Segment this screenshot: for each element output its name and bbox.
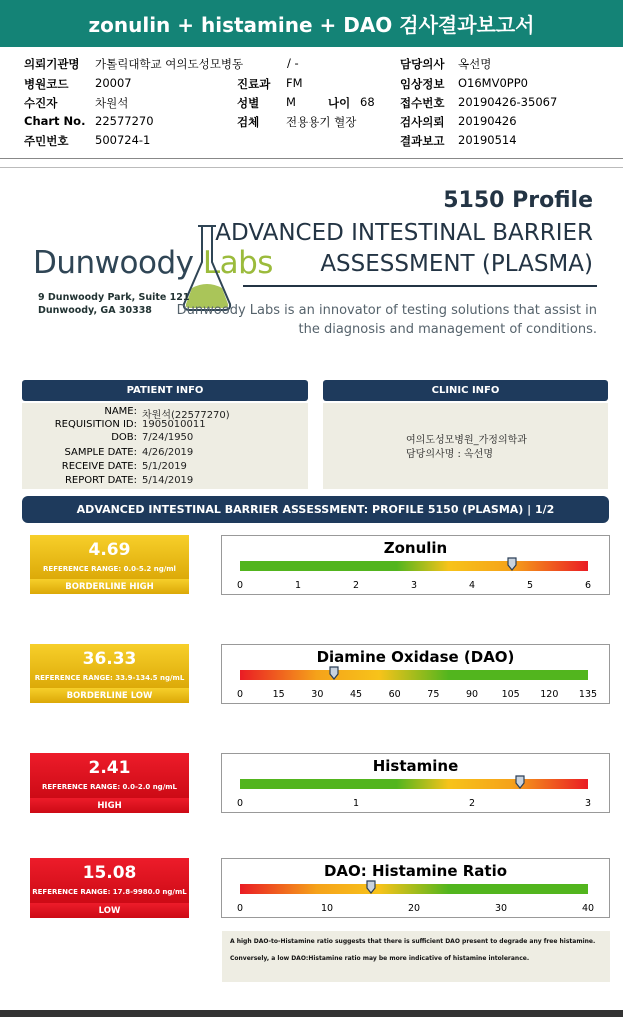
address-line: Dunwoody, GA 30338: [38, 305, 152, 316]
result-value-box: [30, 858, 189, 904]
patient-info-value: 차원석(22577270): [142, 410, 230, 421]
reference-range: REFERENCE RANGE: 17.8-9980.0 ng/mL: [32, 888, 187, 896]
tagline-line: the diagnosis and management of conditions.: [298, 322, 597, 337]
gauge-tick-label: 120: [540, 689, 559, 700]
gauge-tick-label: 0: [236, 689, 244, 700]
dao-gauge: [221, 644, 610, 704]
gauge-marker: [515, 775, 525, 789]
header-value: 전용용기 혈장: [286, 115, 357, 129]
gauge-tick-label: 60: [388, 689, 401, 700]
gauge-tick-label: 15: [272, 689, 285, 700]
divider: [0, 167, 623, 168]
gauge-tick-label: 90: [465, 689, 479, 700]
gauge-tick-label: 2: [352, 580, 360, 591]
clinic-doctor: 담당의사명 : 옥선명: [406, 449, 494, 460]
gauge-tick-label: 135: [578, 689, 598, 700]
ratio-gauge: [221, 858, 610, 918]
gauge-title: Diamine Oxidase (DAO): [316, 648, 515, 666]
patient-info-value: 5/14/2019: [142, 475, 194, 486]
header-value: 20190426-35067: [458, 95, 558, 109]
status-badge: HIGH: [30, 798, 189, 813]
profile-title: [215, 218, 593, 280]
gauge-tick-label: 3: [410, 580, 418, 591]
header-label: Chart No.: [24, 114, 86, 128]
patient-info-value: 4/26/2019: [142, 447, 194, 458]
header-value: 20007: [95, 76, 132, 90]
header-value: 68: [360, 95, 375, 109]
reference-range: REFERENCE RANGE: 0.0-2.0 ng/mL: [42, 783, 177, 791]
section-banner: ADVANCED INTESTINAL BARRIER ASSESSMENT: PROFILE 5150 (PLASMA) | 1/2: [22, 496, 609, 523]
gauge-bar: [240, 884, 588, 894]
result-value-box: [30, 535, 189, 581]
note-line: Conversely, a low DAO:Histamine ratio may be more indicative of histamine intolerance.: [230, 955, 530, 962]
result-value: 4.69: [88, 540, 131, 560]
patient-info-value: 1905010011: [142, 419, 206, 430]
clinic-info-panel: [323, 403, 608, 489]
header-label: 담당의사: [400, 57, 445, 71]
logo-text: Dunwoody: [33, 245, 194, 281]
gauge-bar: [240, 561, 588, 571]
header-label: 결과보고: [400, 134, 445, 148]
gauge-tick-label: 105: [501, 689, 520, 700]
result-value: 36.33: [82, 649, 137, 669]
patient-info-label: REQUISITION ID:: [54, 419, 137, 430]
result-value: 2.41: [88, 758, 131, 778]
header-value: O16MV0PP0: [458, 76, 528, 90]
gauge-tick-label: 0: [236, 580, 244, 591]
gauge-tick-label: 1: [352, 798, 360, 809]
header-value: 차원석: [95, 96, 129, 110]
header-label: 접수번호: [400, 96, 445, 110]
header-label: 주민번호: [24, 134, 69, 148]
gauge-marker: [329, 666, 339, 680]
gauge-tick-label: 30: [311, 689, 324, 700]
patient-info-panel: [22, 403, 308, 489]
gauge-tick-label: 0: [236, 903, 244, 914]
gauge-title: DAO: Histamine Ratio: [323, 862, 508, 880]
header-value: 22577270: [95, 114, 154, 128]
gauge-tick-label: 2: [468, 798, 476, 809]
header-label: 임상정보: [400, 77, 445, 91]
result-value-box: [30, 644, 189, 690]
header-label: 의뢰기관명: [24, 57, 80, 71]
divider: [0, 158, 623, 159]
reference-range: REFERENCE RANGE: 0.0-5.2 ng/ml: [43, 565, 176, 573]
status-badge: LOW: [30, 903, 189, 918]
gauge-tick-label: 30: [494, 903, 508, 914]
header-value: 가톨릭대학교 여의도성모병동: [95, 57, 244, 71]
patient-info-label: REPORT DATE:: [64, 475, 137, 486]
patient-info-label: NAME:: [104, 406, 137, 417]
header-label: 수진자: [24, 96, 58, 110]
gauge-marker: [366, 880, 376, 894]
gauge-bar: [240, 779, 588, 789]
header-label: 진료과: [237, 77, 271, 91]
patient-info-row: [22, 406, 308, 420]
header-label: 성별: [237, 96, 260, 110]
header-value: 20190426: [458, 114, 517, 128]
gauge-title: Zonulin: [383, 539, 448, 557]
gauge-tick-label: 3: [584, 798, 592, 809]
profile-number: 5150 Profile: [443, 188, 593, 213]
header-label: 검사의뢰: [400, 115, 445, 129]
gauge-bar: [240, 670, 588, 680]
note-line: A high DAO-to-Histamine ratio suggests that there is sufficient DAO present to degrade any free histamine.: [230, 938, 596, 945]
header-row: [0, 133, 623, 151]
profile-title-line: ADVANCED INTESTINAL BARRIER: [215, 220, 593, 246]
result-value: 15.08: [82, 863, 137, 883]
gauge-tick-label: 20: [407, 903, 421, 914]
patient-info-label: SAMPLE DATE:: [64, 447, 137, 458]
header-label: 병원코드: [24, 77, 69, 91]
patient-info-label: DOB:: [111, 432, 137, 443]
profile-title-line: ASSESSMENT (PLASMA): [320, 251, 593, 277]
header-value: M: [286, 95, 296, 109]
status-badge: BORDERLINE LOW: [30, 688, 189, 703]
header-value: / -: [287, 56, 299, 70]
report-title: zonulin + histamine + DAO 검사결과보고서: [0, 0, 623, 47]
header-value: 20190514: [458, 133, 517, 147]
header-value: FM: [286, 76, 303, 90]
patient-info-label: RECEIVE DATE:: [61, 461, 137, 472]
patient-info-value: 7/24/1950: [142, 432, 194, 443]
patient-info-row: [22, 447, 308, 461]
header-row: [0, 95, 623, 113]
gauge-tick-label: 10: [320, 903, 334, 914]
gauge-tick-label: 45: [349, 689, 363, 700]
result-value-box: [30, 753, 189, 799]
logo-text-accent: Labs: [202, 245, 273, 281]
patient-info-header: PATIENT INFO: [22, 380, 308, 401]
header-value: 500724-1: [95, 133, 151, 147]
reference-range: REFERENCE RANGE: 33.9-134.5 ng/mL: [34, 674, 185, 682]
gauge-title: Histamine: [372, 757, 459, 775]
status-badge: BORDERLINE HIGH: [30, 579, 189, 594]
clinic-name: 여의도성모병원_가정의학과: [406, 435, 527, 446]
interpretation-note: [222, 931, 610, 982]
clinic-info-header: CLINIC INFO: [323, 380, 608, 401]
header-value: 옥선명: [458, 57, 492, 71]
gauge-tick-label: 0: [236, 798, 244, 809]
lab-address: [38, 291, 189, 317]
header-row: [0, 56, 623, 74]
gauge-tick-label: 5: [526, 580, 534, 591]
gauge-marker: [507, 557, 517, 571]
patient-info-value: 5/1/2019: [142, 461, 187, 472]
header-label: 나이: [328, 96, 351, 110]
address-line: 9 Dunwoody Park, Suite 121: [38, 292, 190, 303]
report-header: [0, 52, 623, 156]
divider: [243, 285, 597, 287]
header-row: [0, 76, 623, 94]
histamine-gauge: [221, 753, 610, 813]
patient-info-row: [22, 475, 308, 489]
page-footer-bar: [0, 1010, 623, 1017]
header-row: [0, 114, 623, 132]
header-label: 검체: [237, 115, 260, 129]
gauge-tick-label: 6: [584, 580, 592, 591]
gauge-tick-label: 4: [468, 580, 476, 591]
lab-tagline: [177, 301, 597, 339]
gauge-tick-label: 75: [427, 689, 440, 700]
gauge-tick-label: 1: [294, 580, 302, 591]
gauge-tick-label: 40: [581, 903, 595, 914]
patient-info-row: [22, 461, 308, 475]
zonulin-gauge: [221, 535, 610, 595]
patient-info-row: [22, 432, 308, 446]
tagline-line: Dunwoody Labs is an innovator of testing solutions that assist in: [176, 303, 597, 318]
patient-info-row: [22, 419, 308, 433]
